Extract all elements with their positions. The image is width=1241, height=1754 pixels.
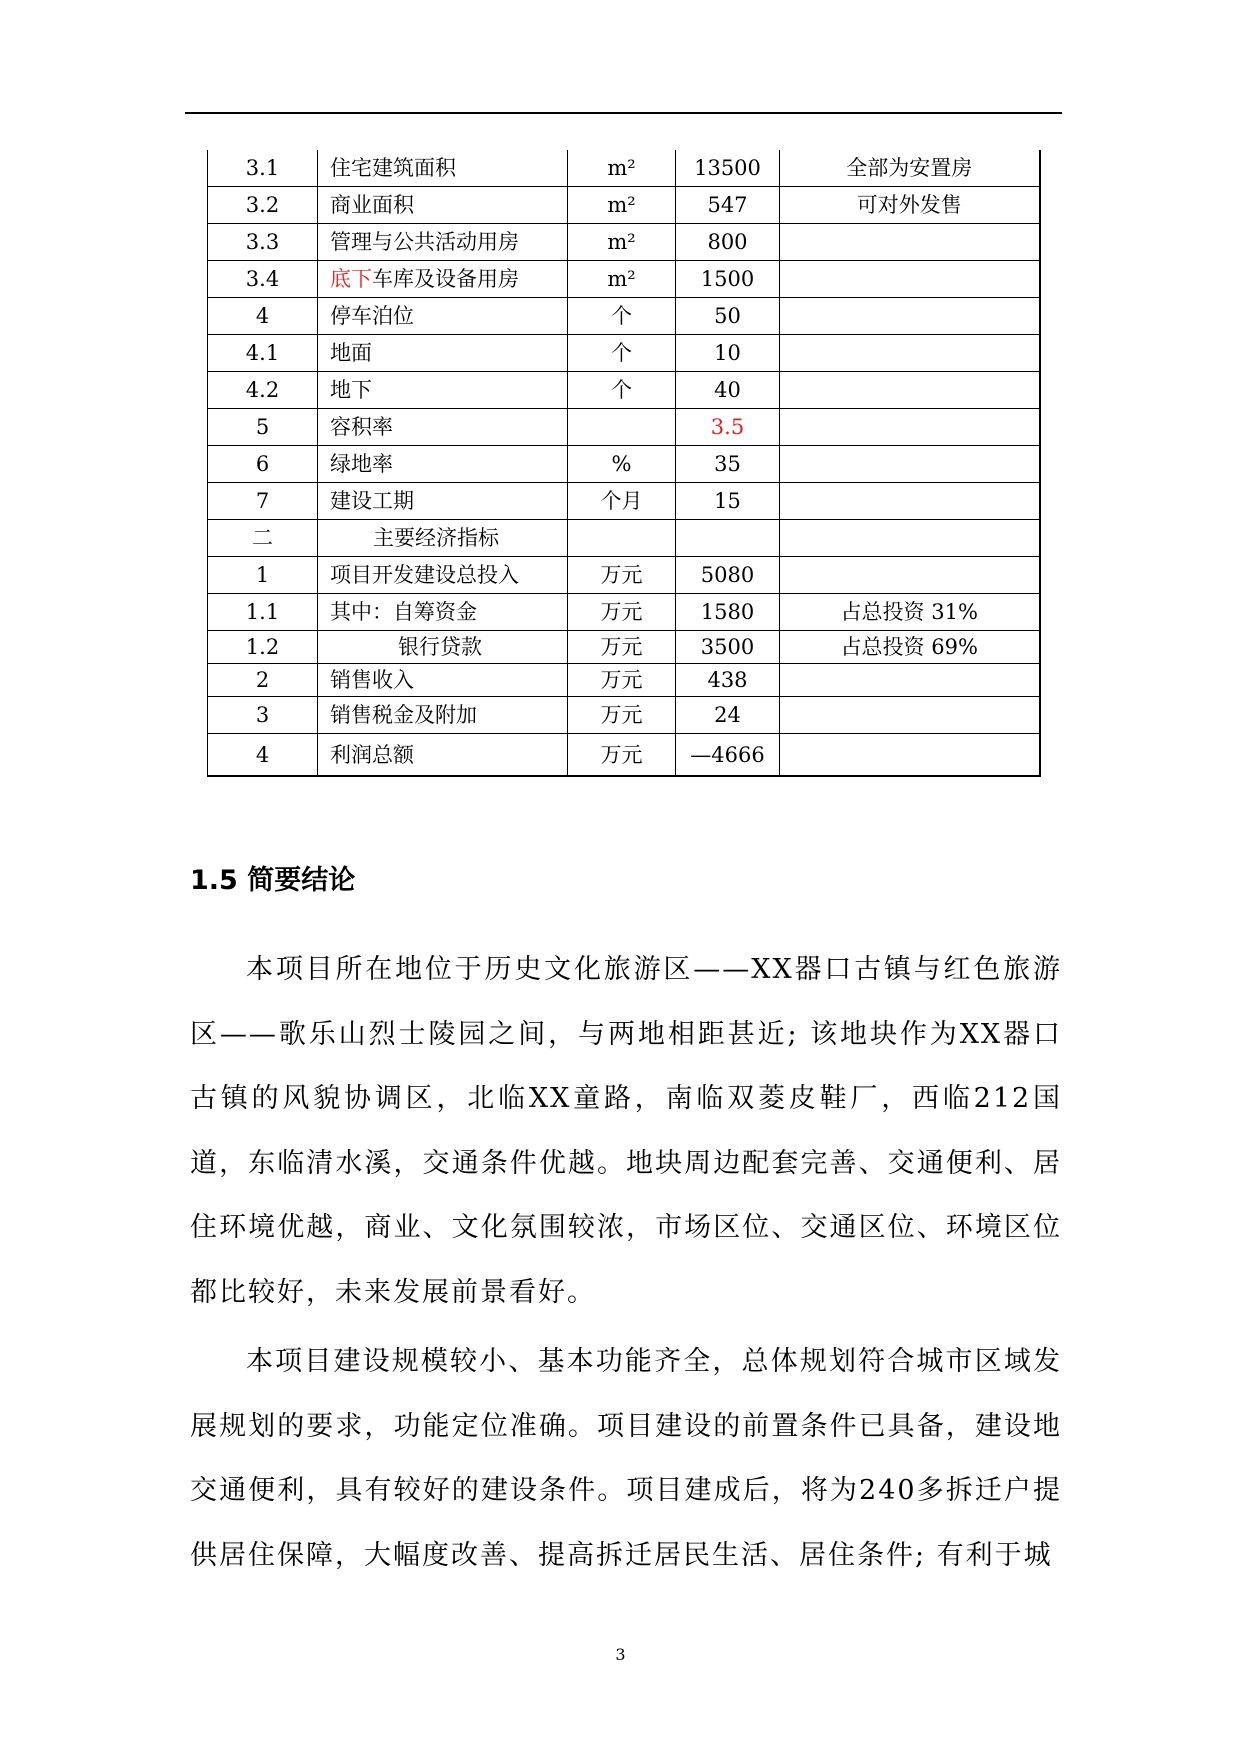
row-unit: 万元 [568,697,676,734]
row-value: 547 [676,187,780,224]
row-unit [568,520,676,557]
row-name: 销售收入 [318,664,568,697]
row-number: 4 [208,734,318,777]
row-unit: 个 [568,335,676,372]
row-value: 15 [676,483,780,520]
row-name: 其中：自筹资金 [318,594,568,631]
row-value: 3.5 [676,409,780,446]
row-name-highlight: 底下 [330,267,372,291]
row-note: 占总投资 31% [780,594,1040,631]
row-number: 2 [208,664,318,697]
row-unit [568,409,676,446]
table-row [208,187,1040,224]
row-number: 4 [208,298,318,335]
page-number: 3 [615,1645,626,1664]
table-row [208,409,1040,446]
row-number: 3.2 [208,187,318,224]
row-unit: 个 [568,298,676,335]
table-row [208,261,1040,298]
paragraph: 本项目建设规模较小、基本功能齐全，总体规划符合城市区域发展规划的要求，功能定位准确。项目建设的前置条件已具备，建设地交通便利，具有较好的建设条件。项目建成后，将为240多拆迁户提供居住保障，大幅度改善、提高拆迁居民生活、居住条件; 有利于城 [190,1346,1062,1571]
row-note [780,664,1040,697]
paragraph: 本项目所在地位于历史文化旅游区——XX器口古镇与红色旅游区——歌乐山烈士陵园之间，与两地相距甚近; 该地块作为XX器口古镇的风貌协调区，北临XX童路，南临双菱皮鞋厂，西临212国道，东临清水溪，交通条件优越。地块周边配套完善、交通便利、居住环境优越，商业、文化氛围较浓，市场区位、交通区位、环境区位都比较好，未来发展前景看好。 [190,954,1062,1308]
row-value: 800 [676,224,780,261]
row-unit: 万元 [568,557,676,594]
row-number: 3.4 [208,261,318,298]
table-row [208,150,1040,187]
row-unit: % [568,446,676,483]
row-value: 5080 [676,557,780,594]
row-note [780,409,1040,446]
row-name: 容积率 [318,409,568,446]
row-name: 地面 [318,335,568,372]
row-note [780,520,1040,557]
row-unit: m² [568,150,676,187]
row-note: 全部为安置房 [780,150,1040,187]
row-value: 3500 [676,631,780,664]
row-unit: 个月 [568,483,676,520]
row-number: 二 [208,520,318,557]
row-number: 5 [208,409,318,446]
row-name: 住宅建筑面积 [318,150,568,187]
row-name: 主要经济指标 [318,520,568,557]
row-value: 13500 [676,150,780,187]
row-value [676,520,780,557]
row-unit: 万元 [568,594,676,631]
row-name: 管理与公共活动用房 [318,224,568,261]
row-unit: 万元 [568,664,676,697]
row-note [780,557,1040,594]
row-value: 35 [676,446,780,483]
table-row [208,224,1040,261]
table-row [208,594,1040,631]
row-note [780,446,1040,483]
row-note [780,734,1040,777]
row-number: 3 [208,697,318,734]
row-note [780,224,1040,261]
row-unit: m² [568,224,676,261]
table-row [208,520,1040,557]
row-value: 24 [676,697,780,734]
row-name: 利润总额 [318,734,568,777]
row-number: 1.2 [208,631,318,664]
row-unit: 个 [568,372,676,409]
table-row [208,697,1040,734]
row-number: 4.1 [208,335,318,372]
row-note: 占总投资 69% [780,631,1040,664]
row-number: 7 [208,483,318,520]
row-unit: m² [568,187,676,224]
row-name: 项目开发建设总投入 [318,557,568,594]
table-row [208,483,1040,520]
table-row [208,335,1040,372]
header-rule [185,112,1062,114]
row-value: 1580 [676,594,780,631]
table-row [208,631,1040,664]
row-number: 4.2 [208,372,318,409]
row-note: 可对外发售 [780,187,1040,224]
row-unit: 万元 [568,734,676,777]
row-value: 438 [676,664,780,697]
row-note [780,261,1040,298]
row-name: 银行贷款 [318,631,568,664]
row-note [780,372,1040,409]
row-number: 1.1 [208,594,318,631]
row-number: 1 [208,557,318,594]
row-name: 销售税金及附加 [318,697,568,734]
row-value: 1500 [676,261,780,298]
row-value: 10 [676,335,780,372]
row-value: 50 [676,298,780,335]
table-row [208,664,1040,697]
row-name: 建设工期 [318,483,568,520]
table-row [208,734,1040,777]
table-row [208,372,1040,409]
table-row [208,298,1040,335]
section-title: 1.5 简要结论 [190,865,356,896]
table-row [208,446,1040,483]
row-number: 6 [208,446,318,483]
row-number: 3.1 [208,150,318,187]
row-name [318,261,568,298]
row-name: 绿地率 [318,446,568,483]
row-name-text: 车库及设备用房 [372,267,519,291]
row-value: —4666 [676,734,780,777]
indicator-table [207,150,1041,777]
row-name: 商业面积 [318,187,568,224]
row-unit: m² [568,261,676,298]
row-note [780,697,1040,734]
row-value: 40 [676,372,780,409]
row-name: 停车泊位 [318,298,568,335]
row-unit: 万元 [568,631,676,664]
row-name: 地下 [318,372,568,409]
row-note [780,298,1040,335]
table-row [208,557,1040,594]
row-note [780,335,1040,372]
row-number: 3.3 [208,224,318,261]
row-note [780,483,1040,520]
